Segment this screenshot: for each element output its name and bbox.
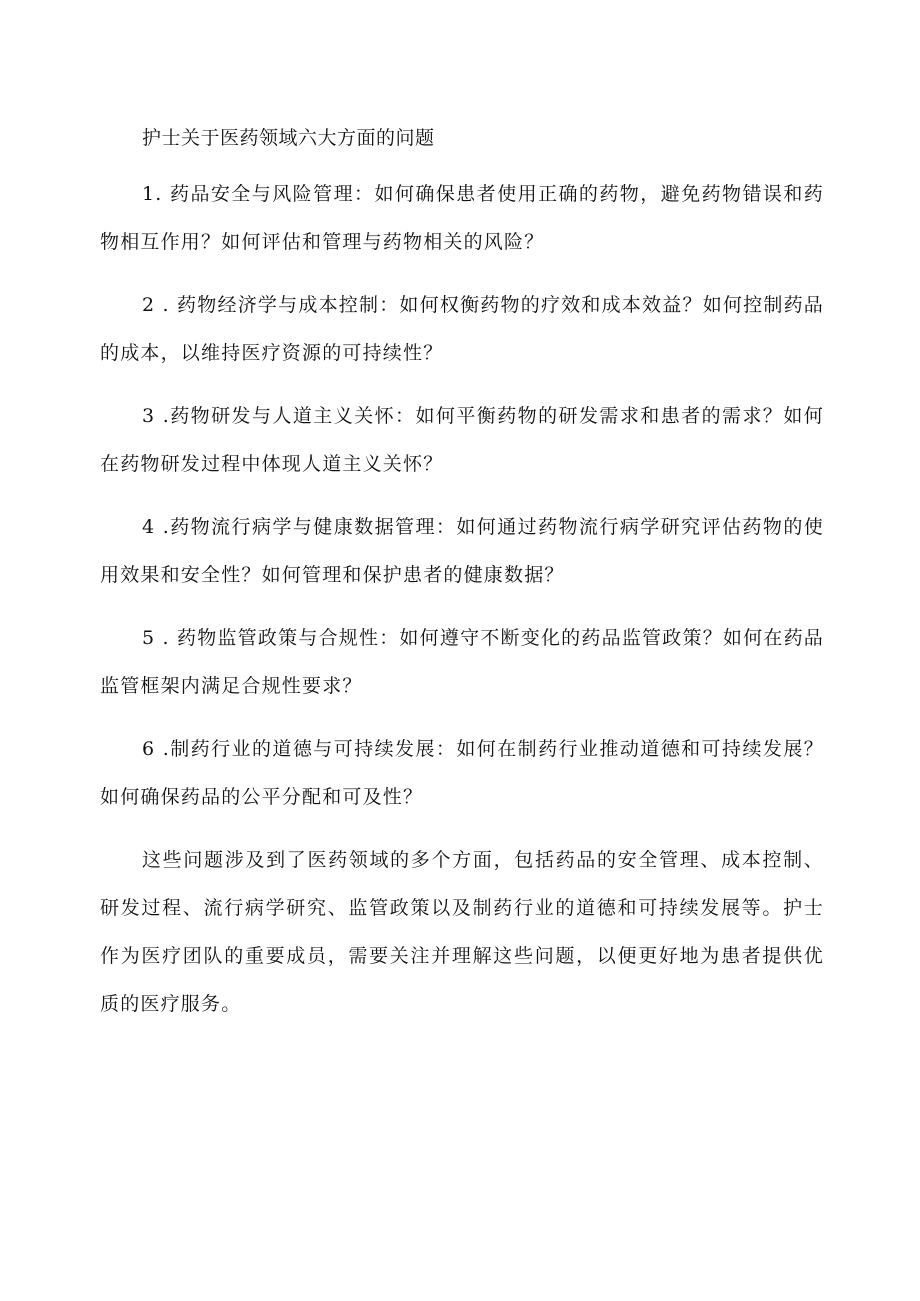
question-item-5: 5 . 药物监管政策与合规性：如何遵守不断变化的药品监管政策？如何在药品监管框架内满足合规性要求？ (100, 627, 824, 697)
question-item-4: 4 .药物流行病学与健康数据管理：如何通过药物流行病学研究评估药物的使用效果和安全性？如何管理和保护患者的健康数据？ (100, 516, 824, 586)
question-item-2: 2 . 药物经济学与成本控制：如何权衡药物的疗效和成本效益？如何控制药品的成本，以维持医疗资源的可持续性？ (100, 294, 824, 364)
question-item-1: 1. 药品安全与风险管理：如何确保患者使用正确的药物，避免药物错误和药物相互作用？如何评估和管理与药物相关的风险？ (100, 183, 824, 253)
conclusion-paragraph: 这些问题涉及到了医药领域的多个方面，包括药品的安全管理、成本控制、研发过程、流行病学研究、监管政策以及制药行业的道德和可持续发展等。护士作为医疗团队的重要成员，需要关注并理解这些问题，以便更好地为患者提供优质的医疗服务。 (100, 849, 824, 1015)
question-item-6: 6 .制药行业的道德与可持续发展：如何在制药行业推动道德和可持续发展？如何确保药品的公平分配和可及性？ (100, 738, 824, 808)
document-title: 护士关于医药领域六大方面的问题 (142, 127, 435, 149)
question-item-3: 3 .药物研发与人道主义关怀：如何平衡药物的研发需求和患者的需求？如何在药物研发过程中体现人道主义关怀？ (100, 405, 824, 475)
document-body (100, 121, 824, 1043)
